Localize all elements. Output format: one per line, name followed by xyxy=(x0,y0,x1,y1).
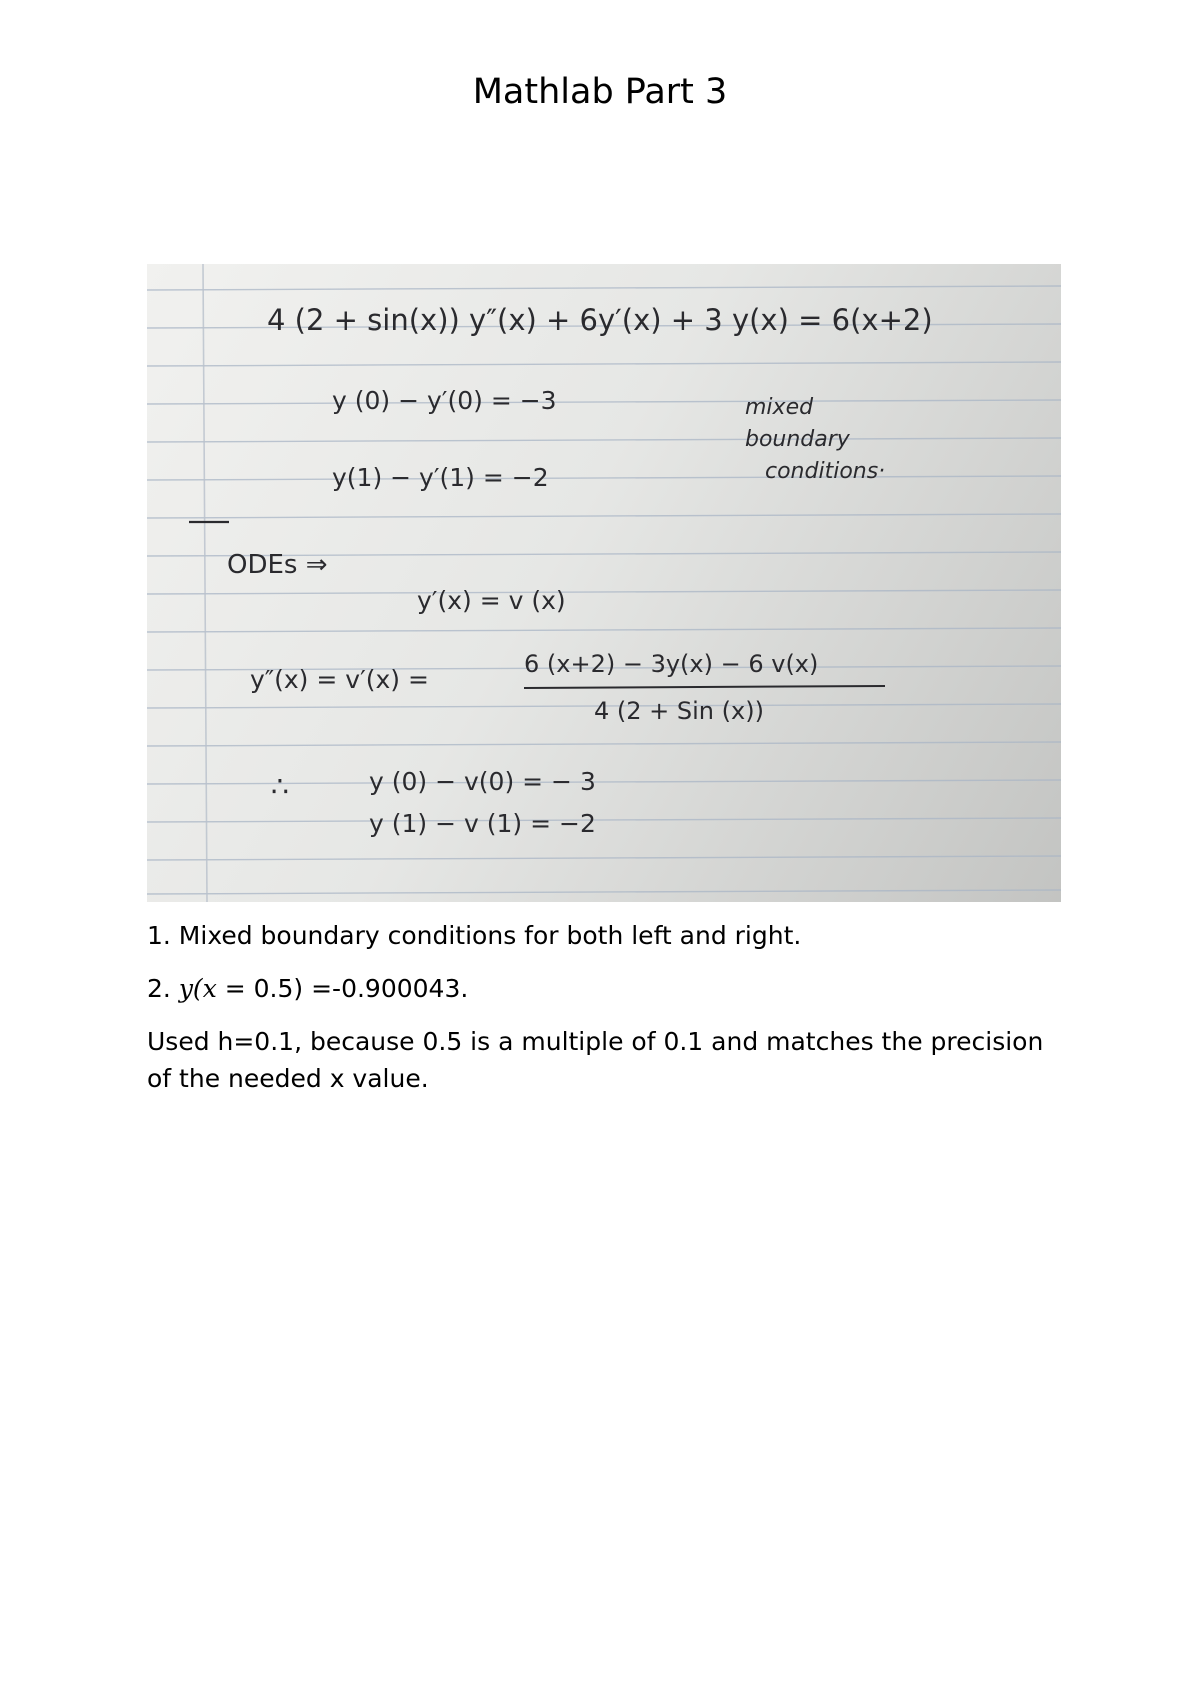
fraction-bar xyxy=(524,686,885,688)
answer-2-math: y(x xyxy=(178,974,217,1003)
fraction-numerator: 6 (x+2) − 3y(x) − 6 v(x) xyxy=(524,650,819,678)
transformed-bc-left: y (0) − v(0) = − 3 xyxy=(369,767,596,796)
step-size-explanation: Used h=0.1, because 0.5 is a multiple of 0.1 and matches the precision of the needed x value. xyxy=(147,1027,1044,1093)
fraction-denominator: 4 (2 + Sin (x)) xyxy=(594,697,764,725)
margin-line xyxy=(203,264,207,902)
answers-section xyxy=(147,917,1061,1113)
first-order-ode: y′(x) = v (x) xyxy=(417,586,566,615)
notebook-paper xyxy=(147,264,1061,902)
note-line-1: mixed xyxy=(745,395,814,420)
note-line-3: conditions· xyxy=(765,459,886,484)
second-order-ode-lhs: y″(x) = v′(x) = xyxy=(250,665,429,694)
odes-label: ODEs ⇒ xyxy=(227,550,328,580)
page-title: Mathlab Part 3 xyxy=(472,72,728,112)
answer-2-prefix: 2. xyxy=(147,974,179,1003)
note-line-2: boundary xyxy=(745,427,850,452)
answer-2 xyxy=(147,970,1061,1007)
handwritten-notes-photo xyxy=(147,264,1061,902)
transformed-bc-right: y (1) − v (1) = −2 xyxy=(369,809,596,838)
boundary-condition-right: y(1) − y′(1) = −2 xyxy=(332,463,549,492)
boundary-condition-left: y (0) − y′(0) = −3 xyxy=(332,386,557,415)
therefore-symbol: ∴ xyxy=(271,770,289,803)
answer-1: 1. Mixed boundary conditions for both left and right. xyxy=(147,921,802,950)
ode-equation: 4 (2 + sin(x)) y″(x) + 6y′(x) + 3 y(x) = 6(x+2) xyxy=(267,303,933,337)
answer-2-value: = 0.5) =-0.900043. xyxy=(216,974,469,1003)
